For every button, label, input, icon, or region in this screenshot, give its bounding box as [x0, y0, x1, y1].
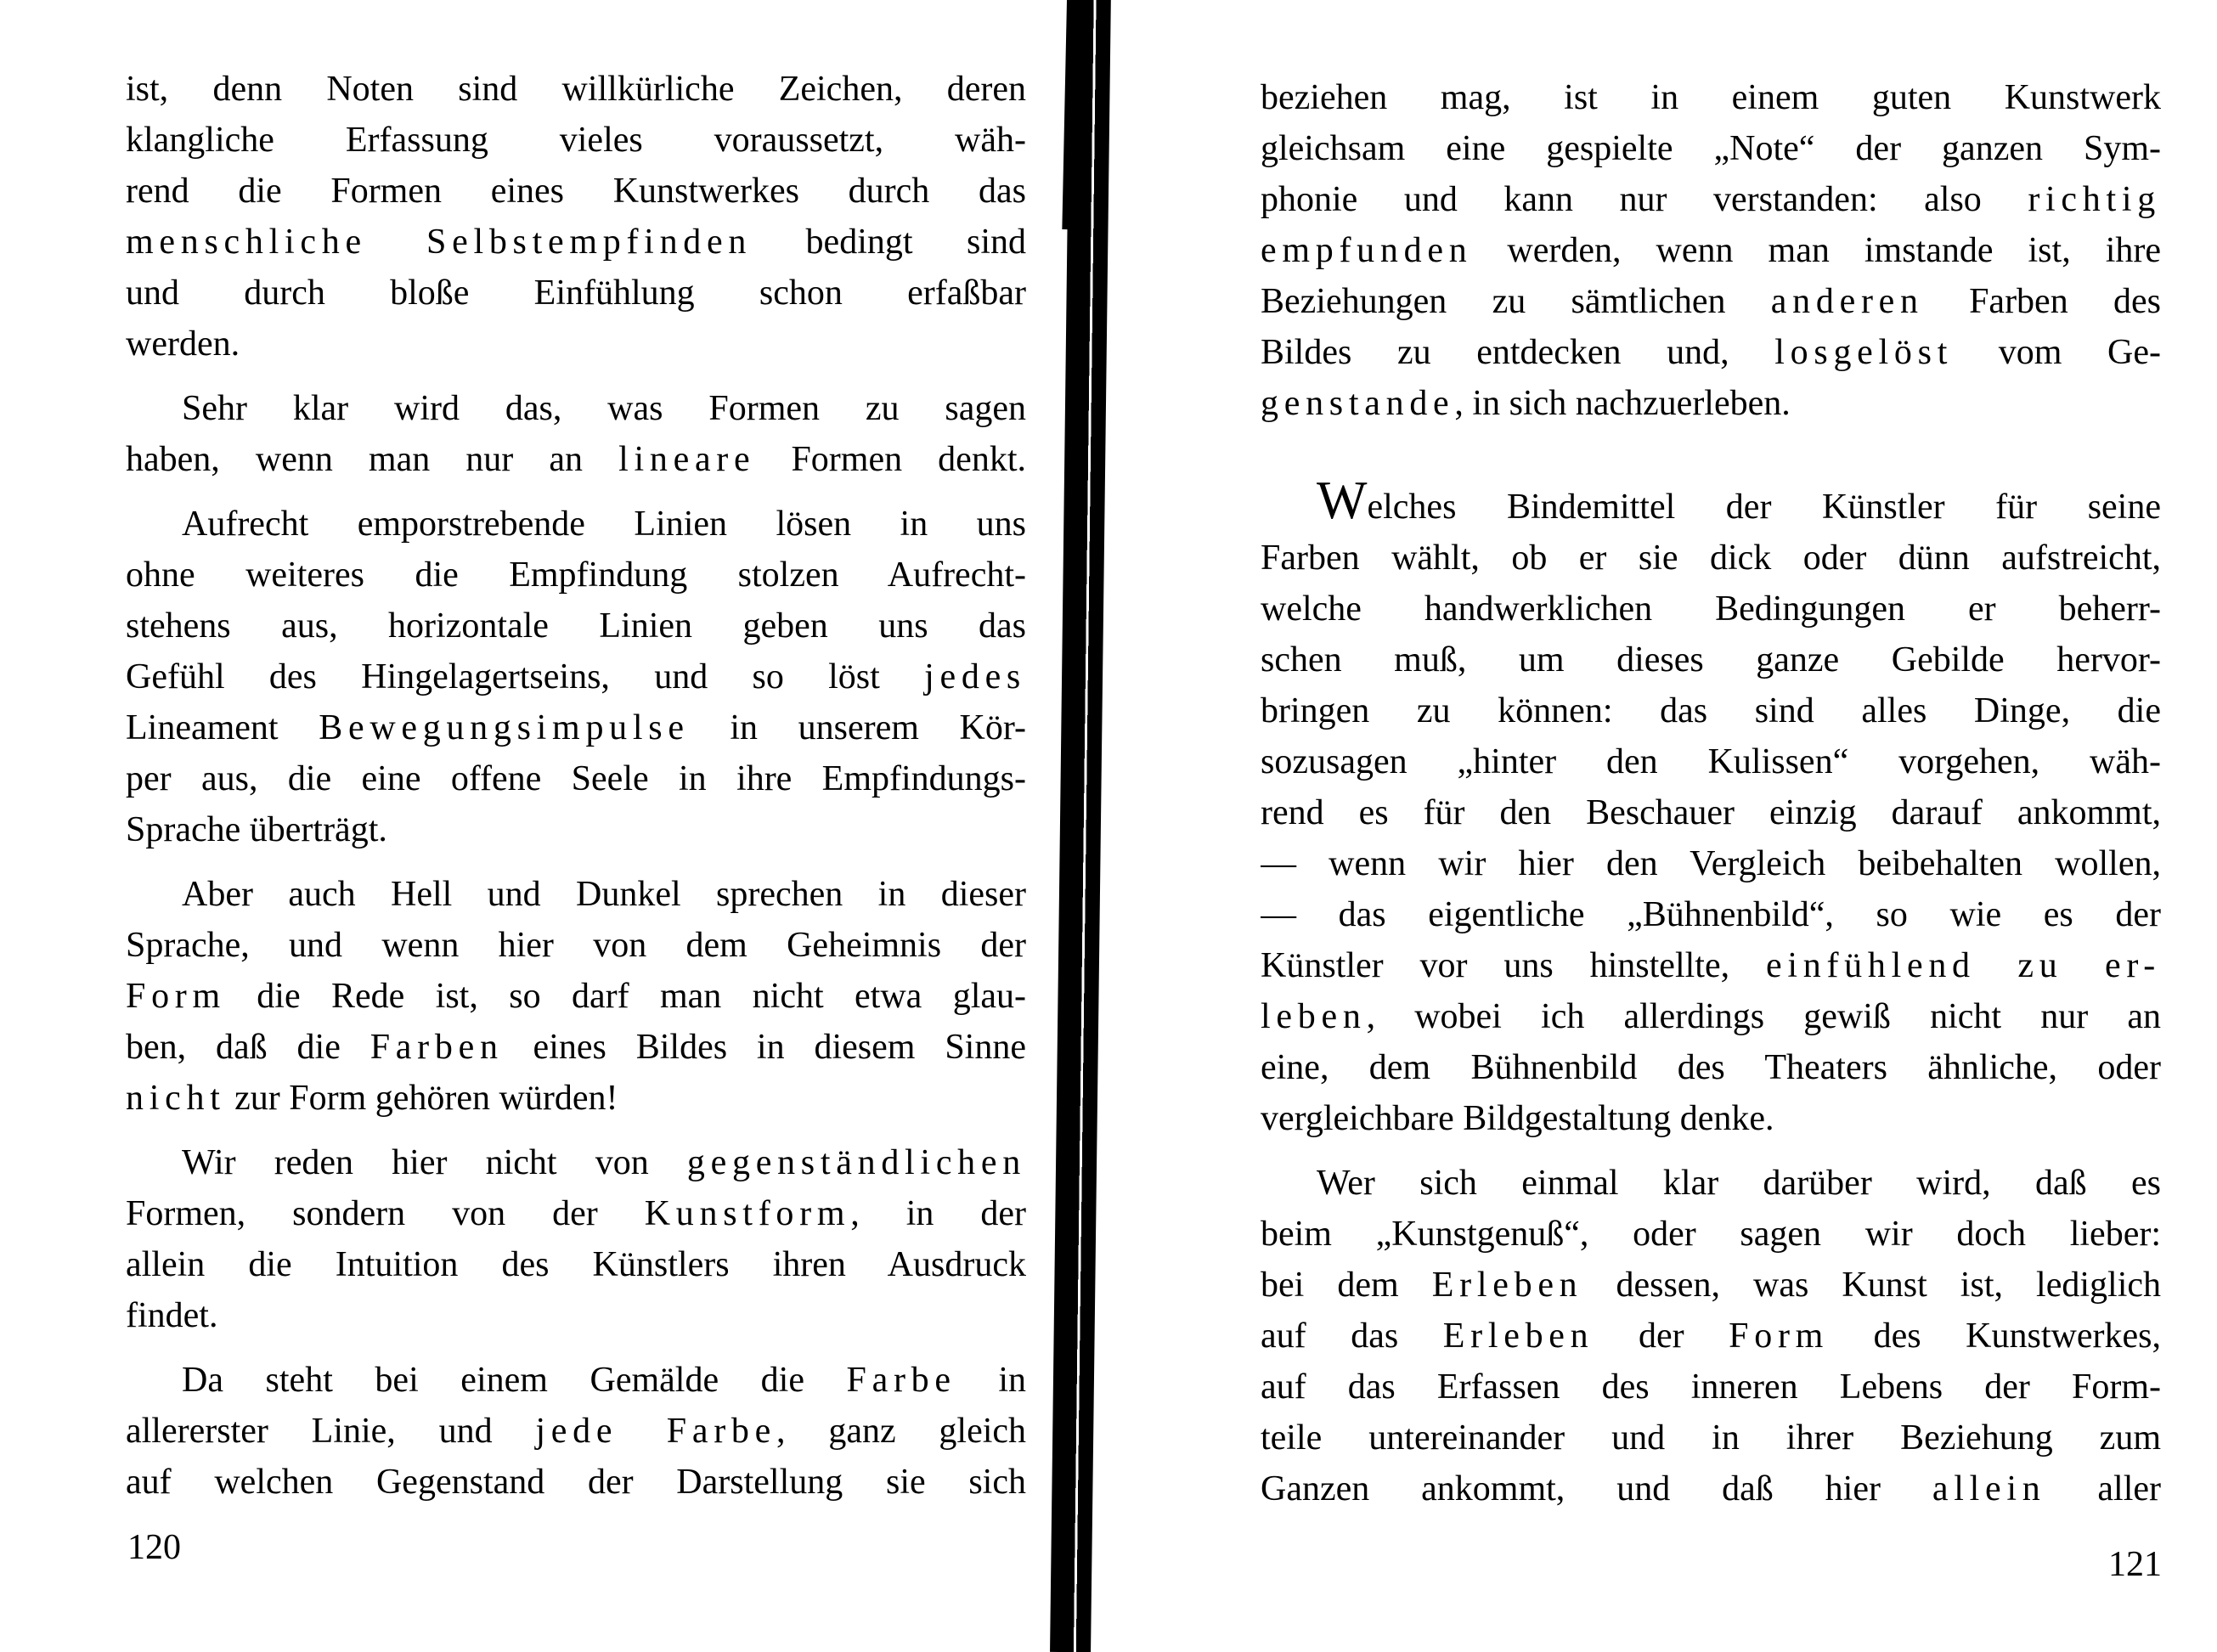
text-line [1261, 533, 2161, 584]
text-segment: klangliche Erfassung vieles voraussetzt, wäh- [126, 121, 1026, 160]
text-segment: Gefühl des Hingelagertseins, und so löst [126, 657, 925, 696]
text-line [1261, 327, 2161, 378]
text-segment: ist, denn Noten sind willkürliche Zeichen, deren [126, 70, 1026, 109]
paragraph [126, 869, 1026, 1124]
text-line [1261, 482, 2161, 533]
text-line [1261, 584, 2161, 634]
text-line [1261, 378, 2161, 429]
letterspaced-emphasis: allein [1932, 1469, 2046, 1508]
text-line [1261, 889, 2161, 940]
text-line [1261, 1093, 2161, 1144]
text-line [1261, 1260, 2161, 1311]
text-line [1261, 991, 2161, 1042]
text-line [126, 1022, 1026, 1073]
text-segment: bringen zu können: das sind alles Dinge, die [1261, 691, 2161, 730]
text-segment: , in der [850, 1194, 1026, 1233]
text-line [126, 1073, 1026, 1124]
text-line [126, 1457, 1026, 1508]
text-segment: Sprache überträgt. [126, 810, 387, 849]
text-line [126, 217, 1026, 268]
text-segment: Aufrecht emporstrebende Linien lösen in uns [182, 505, 1026, 544]
initial-capital: W [1317, 482, 1368, 530]
paragraph [126, 64, 1026, 369]
text-line [126, 1290, 1026, 1341]
letterspaced-emphasis: Farbe [846, 1361, 956, 1400]
text-segment: findet. [126, 1296, 218, 1335]
text-segment: Ganzen ankommt, und daß hier [1261, 1469, 1932, 1508]
paragraph [126, 1137, 1026, 1341]
text-segment: allein die Intuition des Künstlers ihren Ausdruck [126, 1245, 1026, 1284]
text-segment: die Rede ist, so darf man nicht etwa glau- [225, 977, 1026, 1016]
text-segment: Beziehungen zu sämtlichen [1261, 282, 1771, 321]
letterspaced-emphasis: Kunstform [644, 1194, 851, 1233]
letterspaced-emphasis: einfühlend zu er- [1765, 946, 2161, 985]
text-line [126, 651, 1026, 702]
text-segment: und durch bloße Einfühlung schon erfaßbar [126, 273, 1026, 313]
text-segment: bei dem [1261, 1266, 1432, 1305]
text-segment: , in sich nachzuerleben. [1454, 384, 1791, 423]
text-segment: auf das [1261, 1317, 1443, 1356]
text-segment: zur Form gehören würden! [225, 1079, 618, 1118]
text-line [1261, 174, 2161, 225]
text-line [126, 499, 1026, 550]
text-line [1261, 123, 2161, 174]
letterspaced-emphasis: lineare [618, 440, 756, 479]
text-line [126, 550, 1026, 600]
text-line [1261, 940, 2161, 991]
text-line [1261, 634, 2161, 685]
text-segment: Sehr klar wird das, was Formen zu sagen [182, 389, 1026, 428]
text-line [126, 753, 1026, 804]
text-line [126, 383, 1026, 434]
text-segment: Bildes zu entdecken und, [1261, 333, 1775, 372]
text-line [126, 869, 1026, 920]
page-number-left: 120 [127, 1528, 181, 1567]
text-line [1261, 1042, 2161, 1093]
letterspaced-emphasis: Erleben [1442, 1317, 1594, 1356]
text-line [1261, 1158, 2161, 1209]
text-segment: auf das Erfassen des inneren Lebens der Form- [1261, 1367, 2161, 1407]
text-segment: allererster Linie, und [126, 1412, 536, 1451]
letterspaced-emphasis: leben [1261, 997, 1367, 1036]
letterspaced-emphasis: anderen [1770, 282, 1924, 321]
text-segment: Farben des [1923, 282, 2161, 321]
text-segment: — das eigentliche „Bühnenbild“, so wie es der [1261, 895, 2161, 934]
text-segment: schen muß, um dieses ganze Gebilde hervor- [1261, 640, 2161, 679]
text-line [126, 920, 1026, 971]
text-segment: vom Ge- [1953, 333, 2161, 372]
text-line [1261, 1311, 2161, 1362]
paragraph [126, 1355, 1026, 1508]
text-segment: in [956, 1361, 1026, 1400]
text-line [126, 1188, 1026, 1239]
letterspaced-emphasis: richtig [2028, 180, 2161, 219]
text-line [1261, 1209, 2161, 1260]
text-segment: , wobei ich allerdings gewiß nicht nur an [1366, 997, 2161, 1036]
text-segment: dessen, was Kunst ist, lediglich [1582, 1266, 2161, 1305]
letterspaced-emphasis: empfunden [1261, 231, 1473, 270]
text-line [126, 971, 1026, 1022]
text-segment: Wer sich einmal klar darüber wird, daß es [1317, 1164, 2161, 1203]
text-line [1261, 225, 2161, 276]
text-segment: beziehen mag, ist in einem guten Kunstwerk [1261, 78, 2161, 117]
text-line [126, 64, 1026, 115]
text-segment: der [1594, 1317, 1729, 1356]
text-segment: Künstler vor uns hinstellte, [1261, 946, 1766, 985]
text-segment: ohne weiteres die Empfindung stolzen Aufrecht- [126, 555, 1026, 595]
text-line [1261, 276, 2161, 327]
text-segment: per aus, die eine offene Seele in ihre Empfindungs- [126, 759, 1026, 798]
text-segment: eine, dem Bühnenbild des Theaters ähnliche, oder [1261, 1048, 2161, 1087]
letterspaced-emphasis: gegenständlichen [686, 1143, 1026, 1182]
text-segment: Wir reden hier nicht von [182, 1143, 687, 1182]
book-gutter-shadow [1050, 0, 1111, 1652]
text-line [1261, 736, 2161, 787]
text-line [1261, 72, 2161, 123]
letterspaced-emphasis: genstande [1261, 384, 1455, 423]
letterspaced-emphasis: nicht [126, 1079, 226, 1118]
text-segment: Farben wählt, ob er sie dick oder dünn aufstreicht, [1261, 538, 2161, 578]
text-line [1261, 838, 2161, 889]
text-line [126, 1239, 1026, 1290]
text-line [126, 319, 1026, 369]
text-segment: elches Bindemittel der Künstler für seine [1367, 488, 2161, 527]
paragraph [1261, 482, 2161, 1144]
text-line [126, 600, 1026, 651]
text-line [1261, 1463, 2161, 1514]
text-line [126, 1137, 1026, 1188]
text-segment: vergleichbare Bildgestaltung denke. [1261, 1099, 1774, 1138]
text-line [126, 434, 1026, 485]
letterspaced-emphasis: Farben [370, 1028, 504, 1067]
text-line [1261, 685, 2161, 736]
text-segment: gleichsam eine gespielte „Note“ der ganzen Sym- [1261, 129, 2161, 168]
text-segment: phonie und kann nur verstanden: also [1261, 180, 2028, 219]
text-segment: werden. [126, 324, 240, 364]
text-segment: Da steht bei einem Gemälde die [182, 1361, 847, 1400]
text-segment: in unserem Kör- [689, 708, 1026, 747]
letterspaced-emphasis: Form [1729, 1317, 1830, 1356]
text-segment: auf welchen Gegenstand der Darstellung sie sich [126, 1463, 1026, 1502]
left-page-text [126, 64, 1026, 1508]
letterspaced-emphasis: Bewegungsimpulse [319, 708, 690, 747]
right-page-text [1261, 72, 2161, 1514]
letterspaced-emphasis: losgelöst [1774, 333, 1954, 372]
text-segment: teile untereinander und in ihrer Beziehung zum [1261, 1418, 2161, 1457]
text-segment: , ganz gleich [776, 1412, 1026, 1451]
paragraph [1261, 72, 2161, 429]
letterspaced-emphasis: Erleben [1431, 1266, 1583, 1305]
text-segment: — wenn wir hier den Vergleich beibehalten wollen, [1261, 844, 2161, 883]
text-segment: haben, wenn man nur an [126, 440, 619, 479]
text-segment: ben, daß die [126, 1028, 370, 1067]
text-segment: Sprache, und wenn hier von dem Geheimnis der [126, 926, 1026, 965]
text-segment: werden, wenn man imstande ist, ihre [1472, 231, 2161, 270]
paragraph [126, 383, 1026, 485]
text-segment: Lineament [126, 708, 319, 747]
page-number-right: 121 [2108, 1545, 2162, 1584]
text-line [126, 166, 1026, 217]
text-segment: aller [2045, 1469, 2161, 1508]
text-line [1261, 1362, 2161, 1412]
text-segment: eines Bildes in diesem Sinne [503, 1028, 1026, 1067]
paragraph [1261, 1158, 2161, 1514]
text-segment: Formen, sondern von der [126, 1194, 645, 1233]
text-segment: beim „Kunstgenuß“, oder sagen wir doch lieber: [1261, 1215, 2161, 1254]
paragraph [126, 499, 1026, 855]
text-line [1261, 787, 2161, 838]
text-line [1261, 1412, 2161, 1463]
text-segment: sozusagen „hinter den Kulissen“ vorgehen, wäh- [1261, 742, 2161, 781]
letterspaced-emphasis: jede Farbe [535, 1412, 777, 1451]
letterspaced-emphasis: jedes [924, 657, 1026, 696]
text-segment: welche handwerklichen Bedingungen er beherr- [1261, 589, 2161, 629]
text-line [126, 1406, 1026, 1457]
text-line [126, 1355, 1026, 1406]
text-segment: rend die Formen eines Kunstwerkes durch das [126, 172, 1026, 211]
text-segment: bedingt sind [752, 223, 1026, 262]
text-line [126, 702, 1026, 753]
letterspaced-emphasis: menschliche Selbstempfinden [126, 223, 753, 262]
letterspaced-emphasis: Form [126, 977, 226, 1016]
text-segment: Aber auch Hell und Dunkel sprechen in dieser [182, 875, 1026, 914]
text-line [126, 804, 1026, 855]
text-segment: rend es für den Beschauer einzig darauf ankommt, [1261, 793, 2161, 832]
text-segment: Formen denkt. [755, 440, 1026, 479]
text-line [126, 115, 1026, 166]
text-segment: des Kunstwerkes, [1829, 1317, 2161, 1356]
text-line [126, 268, 1026, 319]
text-segment: stehens aus, horizontale Linien geben uns das [126, 606, 1026, 646]
